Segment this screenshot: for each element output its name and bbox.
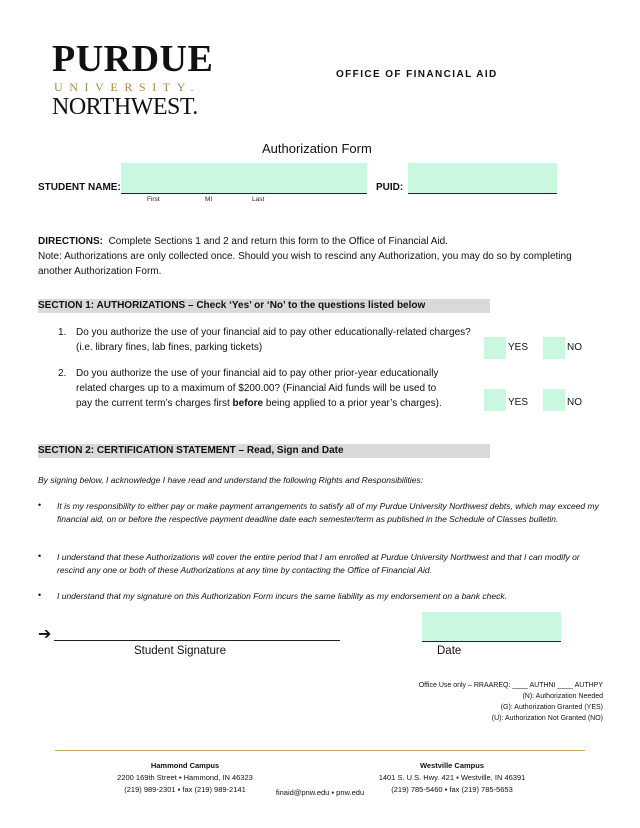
office-use-line4: (U): Authorization Not Granted (NO) [491,715,603,722]
first-label: First [147,196,160,203]
student-name-label: STUDENT NAME: [38,182,121,193]
directions [38,234,598,279]
westville-address: 1401 S. U.S. Hwy. 421 ▪ Westville, IN 46391 [378,773,526,782]
q2-line2: related charges up to a maximum of $200.00? (Financial Aid funds will be used to [76,383,437,394]
logo-university: UNIVERSITY. [54,80,201,94]
q1-no-checkbox[interactable] [543,337,565,359]
footer-contact: finaid@pnw.edu ▪ pnw.edu [275,788,365,797]
q2-line3c: being applied to a prior year’s charges). [263,398,442,409]
responsibility-1: It is my responsibility to either pay or make payment arrangements to satisfy all of my Purdue University Northwest debts, which may exceed my financial aid, on or before the respective payment deadline date each semester/term as published in the Schedule of Classes bulletin. [57,501,599,524]
date-label: Date [437,645,462,657]
logo-northwest: NORTHWEST. [52,94,198,120]
student-signature-label: Student Signature [134,645,227,657]
responsibility-3: I understand that my signature on this Authorization Form incurs the same liability as my endorsement on a bank check. [57,591,507,601]
section1-heading: SECTION 1: AUTHORIZATIONS – Check ‘Yes’ or ‘No’ to the questions listed below [38,299,490,313]
last-label: Last [252,196,265,203]
office-use-line1: Office Use only – RRAAREQ: ____ AUTHNI ____ AUTHPY [418,682,603,689]
q2-before: before [232,398,264,409]
logo-purdue: PURDUE [52,38,214,80]
q1-yes-label: YES [508,342,529,353]
q1-number: 1. [58,327,67,338]
q2-no-checkbox[interactable] [543,389,565,411]
hammond-address: 2200 169th Street ▪ Hammond, IN 46323 [117,773,253,782]
question-1 [76,325,506,355]
form-title: Authorization Form [262,141,372,156]
hammond-title: Hammond Campus [150,761,220,770]
date-field[interactable] [422,612,561,642]
q1-yes-checkbox[interactable] [484,337,506,359]
student-name-field[interactable] [121,163,367,194]
puid-field[interactable] [408,163,557,194]
directions-note: Note: Authorizations are only collected once. Should you wish to rescind any Authorization, you may do so by completing another Authorization Form. [38,251,572,277]
office-use-block [380,680,603,724]
mi-label: MI [205,196,213,203]
section2-intro: By signing below, I acknowledge I have read and understand the following Rights and Responsibilities: [38,475,424,485]
puid-label: PUID: [376,182,404,193]
office-use-line2: (N): Authorization Needed [522,693,603,700]
signature-line[interactable] [54,640,340,641]
footer-divider [55,750,585,751]
q1-no-label: NO [567,342,582,353]
office-use-line3: (G): Authorization Granted (YES) [500,704,603,711]
westville-title: Westville Campus [419,761,485,770]
q2-no-label: NO [567,397,582,408]
q1-line1: Do you authorize the use of your financial aid to pay other educationally-related charges? [76,327,471,338]
directions-text: Complete Sections 1 and 2 and return this form to the Office of Financial Aid. [108,236,449,247]
q2-yes-checkbox[interactable] [484,389,506,411]
question-2 [76,366,481,411]
responsibility-2: I understand that these Authorizations will cover the entire period that I am enrolled at Purdue University Northwest and that I can modify or rescind any one or both of these Authorizations at any time by contacting the Office of Financial Aid. [57,552,580,575]
q2-number: 2. [58,368,67,379]
westville-phone: (219) 785-5460 ▪ fax (219) 785-5653 [391,785,513,794]
q1-line2: (i.e. library fines, lab fines, parking tickets) [76,342,263,353]
bullet-icon: • [38,551,42,561]
bullet-icon: • [38,500,42,510]
hammond-phone: (219) 989-2301 ▪ fax (219) 989-2141 [124,785,246,794]
section2-heading: SECTION 2: CERTIFICATION STATEMENT – Read, Sign and Date [38,444,490,458]
q2-line3a: pay the current term’s charges first [76,398,233,409]
q2-yes-label: YES [508,397,529,408]
arrow-icon: ➔ [38,624,52,643]
directions-label: DIRECTIONS: [38,236,103,247]
office-title: OFFICE OF FINANCIAL AID [336,69,498,80]
bullet-icon: • [38,590,42,600]
q2-line1: Do you authorize the use of your financial aid to pay other prior-year educationally [76,368,439,379]
